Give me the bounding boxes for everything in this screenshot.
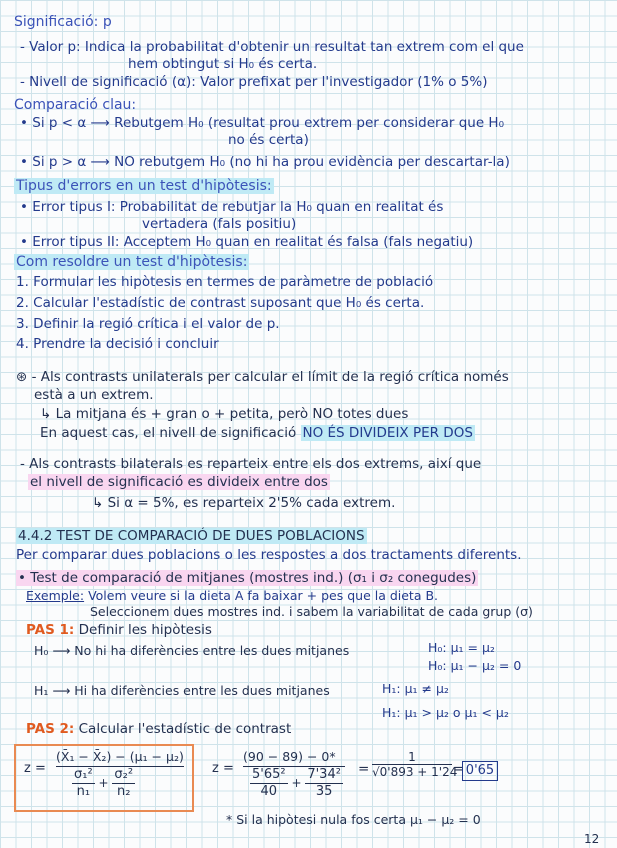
text-line: • Error tipus I: Probabilitat de rebutjar la H₀ quan en realitat és [20, 199, 444, 215]
result-box: 0'65 [462, 761, 498, 781]
highlight: Com resoldre un test d'hipòtesis: [16, 254, 248, 270]
frac-num: σ₂² [114, 767, 134, 782]
heading-significacio: Significació: p [14, 14, 112, 30]
text-line: - Valor p: Indica la probabilitat d'obtenir un resultat tan extrem com el que [20, 39, 524, 55]
footnote: * Si la hipòtesi nula fos certa μ₁ − μ₂ = 0 [226, 812, 481, 827]
frac-num: σ₁² [74, 767, 93, 782]
step-3: 3. Definir la regió crítica i el valor de p. [16, 316, 280, 332]
text: Volem veure si la dieta A fa baixar + pes que la dieta B. [88, 588, 439, 603]
text-line: • Error tipus II: Acceptem H₀ quan en realitat és falsa (fals negatiu) [20, 234, 474, 250]
text-line: ↳ La mitjana és + gran o + petita, però NO totes dues [40, 406, 409, 422]
calc-lhs: z = [212, 761, 234, 776]
frac-den: n₁ [76, 784, 91, 799]
text-line: hem obtingut si H₀ és certa. [128, 56, 318, 72]
highlight: • Test de comparació de mitjanes (mostres ind.) (σ₁ i σ₂ conegudes) [18, 570, 477, 586]
frac-a [250, 767, 288, 800]
pas2-label: PAS 2: [26, 721, 75, 737]
text-line [16, 569, 478, 587]
text-line: H₀: μ₁ = μ₂ [428, 640, 495, 655]
sqrt [70, 766, 137, 800]
equals: = [358, 761, 370, 777]
text-line: Per comparar dues poblacions o les respostes a dos tractaments diferents. [16, 547, 522, 563]
highlight: 4.4.2 TEST DE COMPARACIÓ DE DUES POBLACIONS [18, 528, 365, 544]
step-1: 1. Formular les hipòtesis en termes de paràmetre de població [16, 274, 434, 290]
text-line: • Si p > α ⟶ NO rebutgem H₀ (no hi ha prou evidència per descartar-la) [20, 154, 510, 170]
sqrt [248, 766, 345, 800]
text-line: Seleccionem dues mostres ind. i sabem la variabilitat de cada grup (σ) [90, 604, 533, 619]
frac-num: 5'65² [252, 767, 286, 782]
text-line: està a un extrem. [34, 387, 154, 403]
heading-resoldre [14, 253, 249, 271]
plus: + [291, 776, 302, 790]
heading-test-comparacio [16, 527, 367, 545]
text-line: - Nivell de significació (α): Valor prefixat per l'investigador (1% o 5%) [20, 74, 488, 90]
step-2: 2. Calcular l'estadístic de contrast suposant que H₀ és certa. [16, 295, 425, 311]
highlight: NO ÉS DIVIDEIX PER DOS [302, 425, 473, 441]
frac-num: 7'34² [307, 767, 341, 782]
pas2-line [26, 720, 291, 738]
text-line: H₀: μ₁ − μ₂ = 0 [428, 658, 522, 673]
text: Calcular l'estadístic de contrast [78, 721, 292, 737]
text-line: ⊛ - Als contrasts unilaterals per calcular el límit de la regió crítica només [16, 369, 509, 385]
text: Definir les hipòtesis [78, 622, 212, 638]
text-line: • Si p < α ⟶ Rebutgem H₀ (resultat prou extrem per considerar que H₀ [20, 115, 504, 131]
frac-num: 1 [372, 750, 452, 765]
pas1-line [26, 621, 212, 639]
equals: = [453, 761, 465, 777]
text-line: ↳ Si α = 5%, es reparteix 2'5% cada extrem. [92, 495, 396, 511]
example-label: Exemple: [26, 588, 85, 603]
highlight: Tipus d'errors en un test d'hipòtesis: [16, 178, 272, 194]
frac-2 [112, 767, 135, 800]
formula-numerator: (X̄₁ − X̄₂) − (μ₁ − μ₂) [56, 748, 184, 767]
text-line: - Als contrasts bilaterals es reparteix entre els dos extrems, així que [20, 456, 482, 472]
frac-den: 40 [260, 784, 278, 799]
text-line [40, 424, 475, 442]
text: En aquest cas, el nivell de significació [40, 425, 301, 441]
frac-den: 35 [315, 784, 333, 799]
text-line: no és certa) [228, 132, 309, 148]
frac-den: n₂ [117, 784, 131, 799]
heading-errors [14, 177, 274, 195]
frac-b [305, 767, 343, 800]
frac-den: √0'893 + 1'24 [372, 765, 458, 779]
text-line: H₁: μ₁ ≠ μ₂ [382, 681, 449, 696]
page-number: 12 [584, 832, 600, 846]
text-line: H₁: μ₁ > μ₂ o μ₁ < μ₂ [382, 705, 509, 720]
heading-comparacio: Comparació clau: [14, 97, 137, 113]
text-line: vertadera (fals positiu) [142, 216, 297, 232]
calc-denominator [248, 766, 345, 800]
text-line: H₀ ⟶ No hi ha diferències entre les dues mitjanes [34, 643, 350, 658]
text-line: H₁ ⟶ Hi ha diferències entre les dues mitjanes [34, 683, 330, 698]
plus: + [98, 776, 109, 790]
text-line [28, 473, 330, 491]
calc-fraction [372, 750, 458, 779]
step-4: 4. Prendre la decisió i concluir [16, 336, 219, 352]
pas1-label: PAS 1: [26, 622, 75, 638]
formula-denominator [70, 766, 137, 800]
formula-lhs: z = [24, 761, 46, 776]
frac-1 [72, 767, 95, 800]
calc-numerator: (90 − 89) − 0* [243, 748, 336, 767]
highlight: el nivell de significació es divideix entre dos [30, 474, 328, 490]
